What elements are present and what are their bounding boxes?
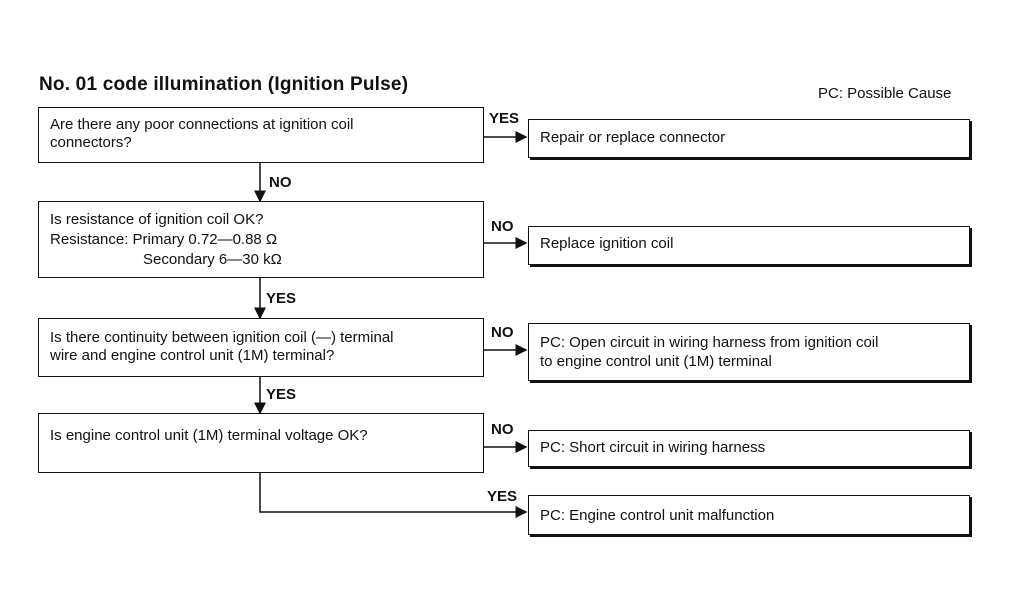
label-q4-yes: YES <box>487 488 518 505</box>
question-2-line-3: Secondary 6—30 kΩ <box>143 251 282 268</box>
question-1-line-1: Are there any poor connections at ignition coil <box>50 116 354 133</box>
result-3-line-1: PC: Open circuit in wiring harness from ignition coil <box>540 334 879 351</box>
question-3-line-2: wire and engine control unit (1M) terminal? <box>50 347 335 364</box>
legend-text: PC: Possible Cause <box>818 85 952 102</box>
result-5-text: PC: Engine control unit malfunction <box>540 507 775 524</box>
label-q4-no: NO <box>491 421 514 438</box>
label-q1-no: NO <box>269 174 292 191</box>
page-title: No. 01 code illumination (Ignition Pulse) <box>39 74 409 95</box>
result-2-text: Replace ignition coil <box>540 235 674 252</box>
question-4-line-1: Is engine control unit (1M) terminal voltage OK? <box>50 427 368 444</box>
question-3-line-1: Is there continuity between ignition coil (—) terminal <box>50 329 394 346</box>
result-3-line-2: to engine control unit (1M) terminal <box>540 353 772 370</box>
label-q3-no: NO <box>491 324 514 341</box>
result-4-text: PC: Short circuit in wiring harness <box>540 439 766 456</box>
question-1-line-2: connectors? <box>50 134 132 151</box>
question-2-line-2: Resistance: Primary 0.72—0.88 Ω <box>50 231 278 248</box>
label-q2-yes: YES <box>266 290 297 307</box>
label-q2-no: NO <box>491 218 514 235</box>
question-2-line-1: Is resistance of ignition coil OK? <box>50 211 264 228</box>
label-q1-yes: YES <box>489 110 520 127</box>
result-1-text: Repair or replace connector <box>540 129 726 146</box>
label-q3-yes: YES <box>266 386 297 403</box>
